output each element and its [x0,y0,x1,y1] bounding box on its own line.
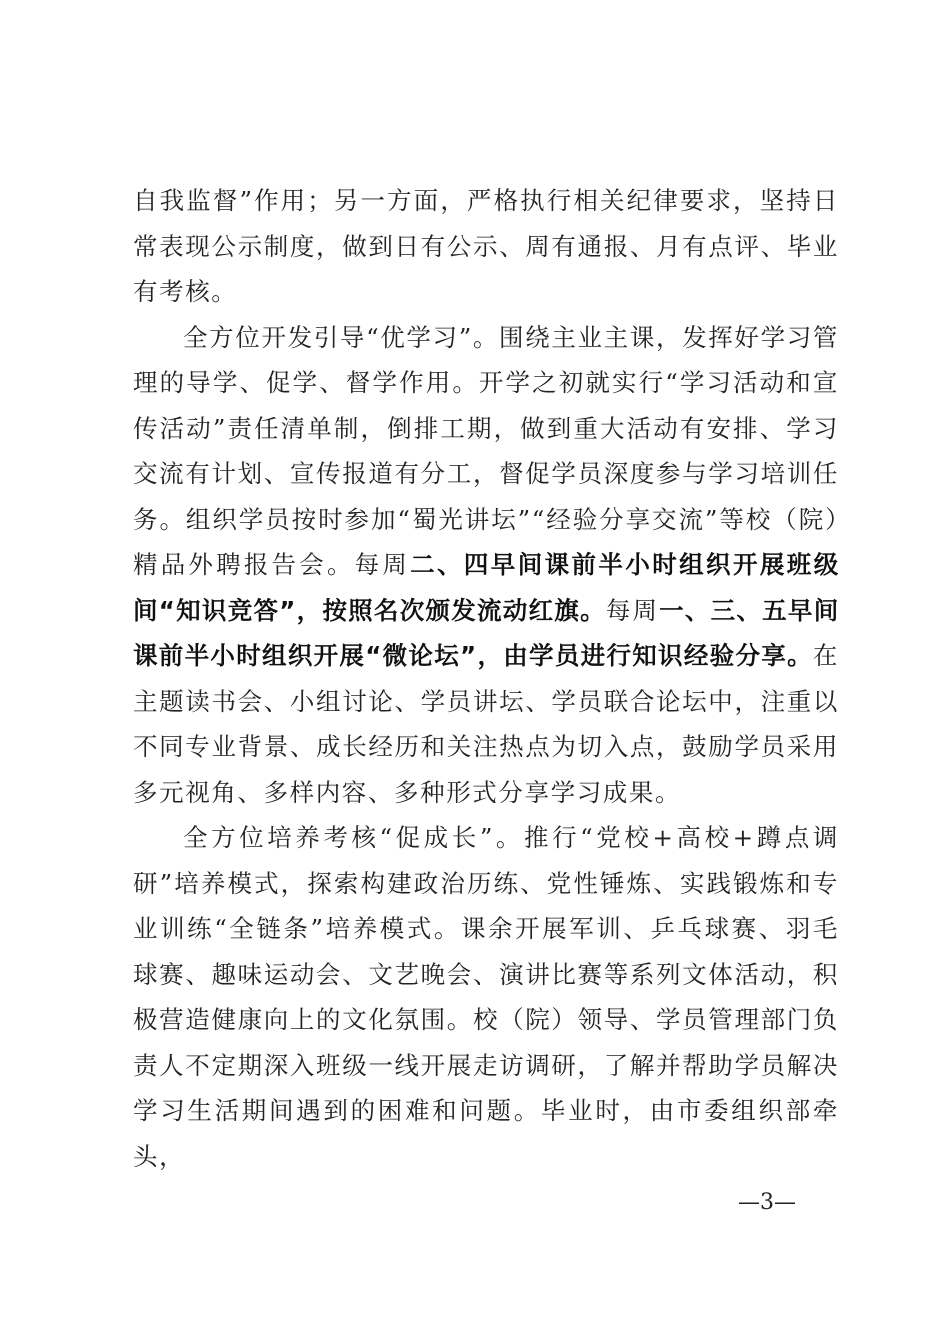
page-number: —3— [738,1190,796,1215]
bold-text: 二、四早间课前半小时组织开展班级间“知识竞答”，按照名次颁发流动红旗。 [133,550,839,625]
paragraph-text: 每周 [605,595,660,625]
paragraph-text: 全方位培养考核“促成长”。推行“党校+高校+蹲点调研”培养模式，探索构建政治历练、党性锤炼、实践锻炼和专业训练“全链条”培养模式。课余开展军训、乒乓球赛、羽毛球赛、趣味运动会、文艺晚会、演讲比赛等系列文体活动，积极营造健康向上的文化氛围。校（院）领导、学员管理部门负责人不定期深入班级一线开展走访调研，了解并帮助学员解决学习生活期间遇到的困难和问题。毕业时，由市委组织部牵头， [133,823,839,1171]
paragraph-continuation [133,178,839,315]
paragraph-promote-growth [133,815,839,1179]
paragraph-text: 自我监督”作用；另一方面，严格执行相关纪律要求，坚持日常表现公示制度，做到日有公示、周有通报、月有点评、毕业有考核。 [133,186,839,306]
bold-text: 一、三、五早间课前半小时组织开展“微论坛”，由学员进行知识经验分享。 [133,595,840,670]
paragraph-text: 在主题读书会、小组讨论、学员讲坛、学员联合论坛中，注重以不同专业背景、成长经历和关注热点为切入点，鼓励学员采用多元视角、多样内容、多种形式分享学习成果。 [133,641,839,807]
paragraph-excellent-learning [133,315,839,816]
paragraph-text: 全方位开发引导“优学习”。围绕主业主课，发挥好学习管理的导学、促学、督学作用。开学之初就实行“学习活动和宣传活动”责任清单制，倒排工期，做到重大活动有安排、学习交流有计划、宣传报道有分工，督促学员深度参与学习培训任务。组织学员按时参加“蜀光讲坛”“经验分享交流”等校（院）精品外聘报告会。每周 [133,322,839,579]
page-body [133,178,839,1179]
